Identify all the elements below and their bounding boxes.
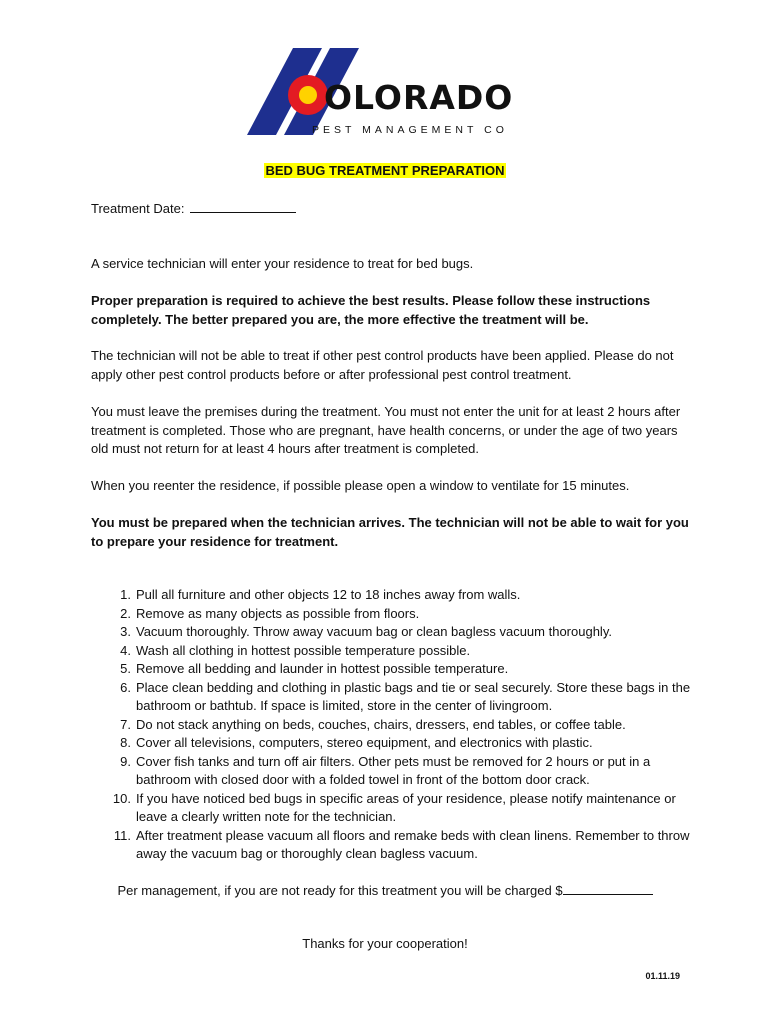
page-title xyxy=(0,163,770,178)
item-text: Cover fish tanks and turn off air filters. Other pets must be removed for 2 hours or put in a bathroom with closed door with a folded towel in front of the bottom door crack. xyxy=(136,753,651,787)
item-text: If you have noticed bed bugs in specific areas of your residence, please notify maintenance or leave a clearly written note for the technician. xyxy=(136,790,676,824)
title-text: BED BUG TREATMENT PREPARATION xyxy=(265,163,505,178)
preparation-paragraph: Proper preparation is required to achieve the best results. Please follow these instructions completely. The better prepared you are, the more effective the treatment will be. xyxy=(91,293,651,327)
list-item xyxy=(111,734,691,753)
item-text: Cover all televisions, computers, stereo equipment, and electronics with plastic. xyxy=(136,735,593,750)
logo-subtitle: PEST MANAGEMENT CO xyxy=(312,124,508,136)
item-number: 11. xyxy=(113,827,131,843)
ventilate-paragraph: When you reenter the residence, if possible please open a window to ventilate for 15 minutes. xyxy=(91,478,630,493)
leave-premises-paragraph: You must leave the premises during the treatment. You must not enter the unit for at least 2 hours after treatment is completed. Those who are pregnant, have health concerns, or under the age of two years old must not return for at least 4 hours after treatment is completed. xyxy=(91,404,681,456)
list-item xyxy=(111,642,691,661)
list-item xyxy=(111,753,691,790)
treatment-date-line xyxy=(91,200,691,219)
item-text: Vacuum thoroughly. Throw away vacuum bag or clean bagless vacuum thoroughly. xyxy=(136,624,612,639)
list-item xyxy=(111,623,691,642)
item-number: 3. xyxy=(120,624,131,639)
logo-yellow-dot xyxy=(299,86,317,104)
item-text: Do not stack anything on beds, couches, chairs, dressers, end tables, or coffee table. xyxy=(136,716,626,732)
item-number: 2. xyxy=(120,605,131,621)
item-number: 6. xyxy=(120,679,131,695)
item-number: 10. xyxy=(112,790,131,806)
charge-amount-field[interactable] xyxy=(563,882,653,895)
instructions-list xyxy=(111,586,691,864)
document-code: 01.11.19 xyxy=(645,971,680,981)
treatment-date-field[interactable] xyxy=(190,200,296,213)
list-item xyxy=(111,679,691,716)
item-number: 5. xyxy=(120,661,131,676)
treatment-date-label: Treatment Date: xyxy=(91,201,185,216)
item-number: 7. xyxy=(120,716,131,732)
list-item xyxy=(111,586,691,605)
charge-notice xyxy=(0,882,770,898)
item-text: Remove all bedding and launder in hottest possible temperature. xyxy=(136,661,509,676)
item-number: 1. xyxy=(120,587,131,602)
list-item xyxy=(111,605,691,624)
list-item xyxy=(111,827,691,864)
item-text: Pull all furniture and other objects 12 to 18 inches away from walls. xyxy=(136,587,521,602)
item-number: 9. xyxy=(120,753,131,769)
item-number: 8. xyxy=(120,735,131,750)
thanks-text: Thanks for your cooperation! xyxy=(302,936,468,951)
item-text: Remove as many objects as possible from floors. xyxy=(136,605,420,621)
item-text: After treatment please vacuum all floors and remake beds with clean linens. Remember to throw away the vacuum bag or thoroughly clean bagless vacuum. xyxy=(136,827,690,861)
intro-paragraph: A service technician will enter your residence to treat for bed bugs. xyxy=(91,256,474,271)
item-number: 4. xyxy=(120,642,131,658)
item-text: Wash all clothing in hottest possible temperature possible. xyxy=(136,642,471,658)
logo-wordmark: OLORADO xyxy=(324,78,514,117)
list-item xyxy=(111,660,691,679)
be-prepared-paragraph: You must be prepared when the technician arrives. The technician will not be able to wait for you to prepare your residence for treatment. xyxy=(91,515,689,549)
item-text: Place clean bedding and clothing in plastic bags and tie or seal securely. Store these bags in the bathroom or bathtub. If space is limited, store in the center of livingroom. xyxy=(136,679,691,713)
list-item xyxy=(111,716,691,735)
charge-text: Per management, if you are not ready for this treatment you will be charged $ xyxy=(117,883,563,898)
pest-products-paragraph: The technician will not be able to treat if other pest control products have been applied. Please do not apply other pest control products before or after professional pest control treatment. xyxy=(91,348,674,382)
list-item xyxy=(111,790,691,827)
